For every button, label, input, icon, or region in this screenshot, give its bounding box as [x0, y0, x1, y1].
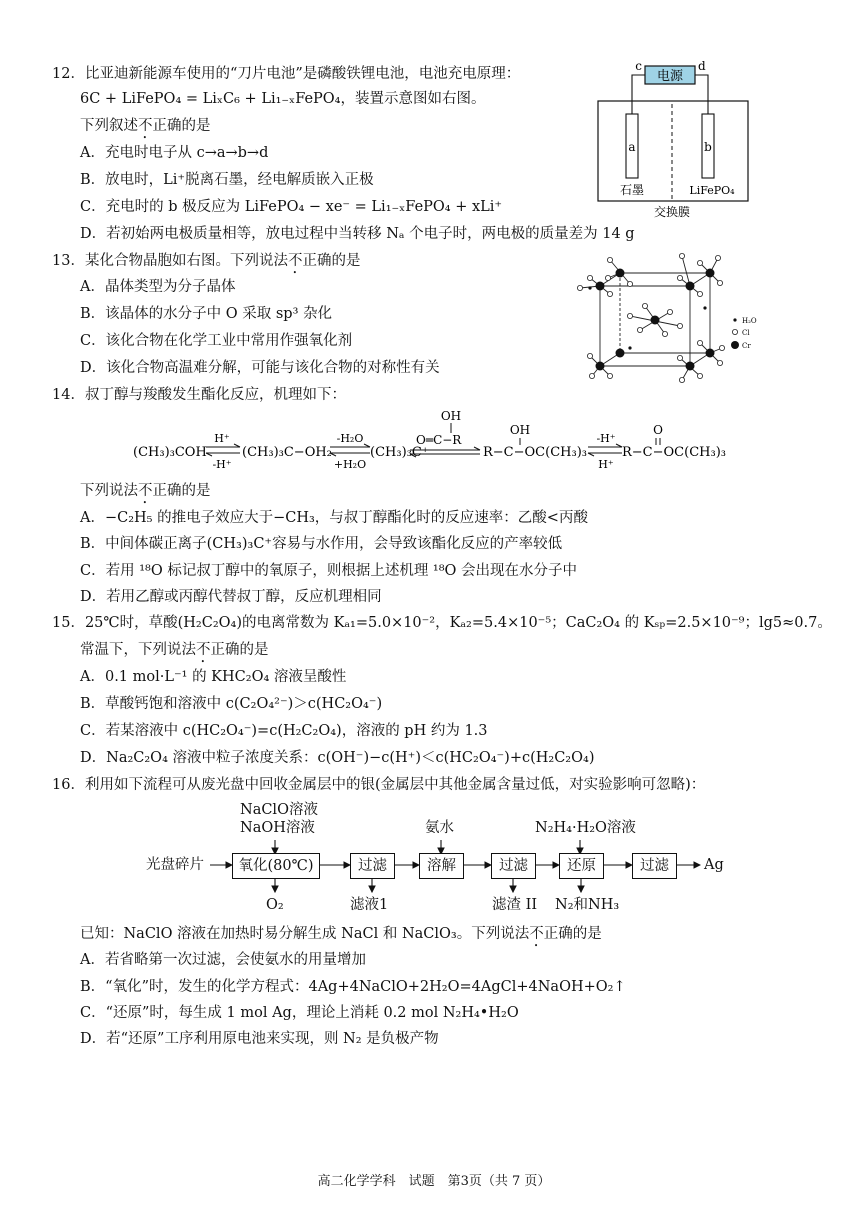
legend-water: H₂O [742, 317, 757, 325]
page-footer: 高二化学学科 试题 第3页（共 7 页） [317, 1174, 551, 1189]
label-c: c [635, 59, 642, 73]
legend-cl: Cl [742, 329, 750, 337]
flow-output-filtrate-1: 滤液1 [350, 897, 389, 913]
mech-species-4: O═C−R [416, 433, 462, 447]
mech-arrow1-top: H⁺ [214, 432, 230, 445]
flow-step-reduce: 还原 [559, 853, 604, 879]
flow-reagent-ammonia: 氨水 [425, 820, 454, 836]
flow-start: 光盘碎片 [146, 857, 204, 873]
q14-option-a: A．−C₂H₅ 的推电子效应大于−CH₃，与叔丁醇酯化时的反应速率：乙酸<丙酸 [80, 510, 588, 526]
flow-step-dissolve: 溶解 [419, 853, 464, 879]
label-a: a [628, 140, 636, 154]
q16-option-b: B．“氧化”时，发生的化学方程式：4Ag+4NaClO+2H₂O=4AgCl+4NaOH+O₂↑ [80, 979, 626, 995]
mech-species-5: R−C−OC(CH₃)₃ [483, 445, 587, 460]
q12-stem-line1: 12．比亚迪新能源车使用的“刀片电池”是磷酸铁锂电池，电池充电原理： [52, 66, 521, 82]
q16-stem: 16．利用如下流程可从废光盘中回收金属层中的银(金属层中其他金属含量过低，对实验影响可忽略)： [52, 777, 706, 793]
q12-stem-line2: 6C + LiFePO₄ = LiₓC₆ + Li₁₋ₓFePO₄，装置示意图如右图。 [80, 91, 486, 107]
mech-species-4-top: OH [440, 409, 462, 423]
mech-arrow4-bot: H⁺ [598, 458, 614, 471]
flow-reagent-naoh: NaOH溶液 [240, 820, 315, 836]
flow-step-filter-1: 过滤 [350, 853, 395, 879]
q13-stem: 13．某化合物晶胞如右图。下列说法不正确的是 [52, 253, 361, 269]
mech-species-6-top: O [653, 423, 663, 437]
flow-step-filter-2: 过滤 [491, 853, 536, 879]
q14-option-c: C．若用 ¹⁸O 标记叔丁醇中的氧原子，则根据上述机理 ¹⁸O 会出现在水分子中 [80, 563, 578, 579]
q15-option-a: A．0.1 mol·L⁻¹ 的 KHC₂O₄ 溶液呈酸性 [80, 669, 347, 685]
mech-species-3: (CH₃)₃C⁺ [370, 445, 429, 460]
q14-ask: 下列说法不正确的是 [80, 483, 211, 499]
flow-output-n2-nh3: N₂和NH₃ [555, 897, 620, 913]
mech-species-5-top: OH [509, 423, 531, 437]
label-b: b [704, 140, 712, 154]
q14-stem: 14．叔丁醇与羧酸发生酯化反应，机理如下： [52, 387, 346, 403]
crystal-cell-diagram [570, 248, 770, 388]
legend-cr: Cr [742, 342, 751, 350]
mech-arrow2-bot: +H₂O [333, 458, 367, 471]
q14-option-d: D．若用乙醇或丙醇代替叔丁醇，反应机理相同 [80, 589, 382, 605]
mech-species-1: (CH₃)₃COH [133, 445, 207, 460]
label-graphite: 石墨 [619, 183, 645, 197]
flow-reagent-hydrazine: N₂H₄·H₂O溶液 [535, 820, 636, 836]
mech-arrow4-top: -H⁺ [596, 432, 616, 445]
mech-arrow2-top: -H₂O [336, 432, 364, 445]
q13-option-c: C．该化合物在化学工业中常用作强氧化剂 [80, 333, 353, 349]
flow-reagent-naclo: NaClO溶液 [240, 802, 318, 818]
q13-option-b: B．该晶体的水分子中 O 采取 sp³ 杂化 [80, 306, 333, 322]
q13-option-d: D．该化合物高温难分解，可能与该化合物的对称性有关 [80, 360, 440, 376]
q16-known: 已知：NaClO 溶液在加热时易分解生成 NaCl 和 NaClO₃。下列说法不正确的是 [80, 926, 602, 942]
q15-option-c: C．若某溶液中 c(HC₂O₄⁻)=c(H₂C₂O₄)，溶液的 pH 约为 1.3 [80, 723, 488, 739]
q12-ask: 下列叙述不正确的是 [80, 118, 211, 134]
label-d: d [698, 59, 706, 73]
mech-species-6: R−C−OC(CH₃)₃ [622, 445, 726, 460]
q16-option-a: A．若省略第一次过滤，会使氨水的用量增加 [80, 952, 366, 968]
q15-ask: 常温下，下列说法不正确的是 [80, 642, 269, 658]
q15-option-d: D．Na₂C₂O₄ 溶液中粒子浓度关系：c(OH⁻)−c(H⁺)＜c(HC₂O₄⁻)+c(H₂C₂O₄) [80, 750, 595, 766]
esterification-mechanism [128, 406, 748, 478]
q15-option-b: B．草酸钙饱和溶液中 c(C₂O₄²⁻)＞c(HC₂O₄⁻) [80, 696, 383, 712]
battery-diagram [590, 56, 760, 221]
q16-option-c: C．“还原”时，每生成 1 mol Ag，理论上消耗 0.2 mol N₂H₄•H₂O [80, 1005, 519, 1021]
q14-option-b: B．中间体碳正离子(CH₃)₃C⁺容易与水作用，会导致该酯化反应的产率较低 [80, 536, 563, 552]
power-label: 电源 [656, 69, 684, 84]
q12-option-b: B．放电时，Li⁺脱离石墨，经电解质嵌入正极 [80, 172, 374, 188]
mech-species-2: (CH₃)₃C−OH₂ [242, 445, 332, 460]
flow-step-oxidize: 氧化(80℃) [232, 853, 320, 879]
label-membrane: 交换膜 [653, 205, 691, 219]
q12-option-c: C．充电时的 b 极反应为 LiFePO₄ − xe⁻ = Li₁₋ₓFePO₄ + xLi⁺ [80, 199, 503, 215]
q12-option-d: D．若初始两电极质量相等，放电过程中当转移 Nₐ 个电子时，两电极的质量差为 14 g [80, 226, 635, 242]
mech-arrow1-bot: -H⁺ [212, 458, 232, 471]
flow-output-o2: O₂ [266, 897, 284, 913]
flow-step-filter-3: 过滤 [632, 853, 677, 879]
flow-output-residue-2: 滤渣 II [492, 897, 538, 913]
flow-end-ag: Ag [704, 857, 724, 873]
q16-option-d: D．若“还原”工序利用原电池来实现，则 N₂ 是负极产物 [80, 1031, 439, 1047]
label-lifepo4: LiFePO₄ [689, 184, 735, 197]
q12-option-a: A．充电时电子从 c→a→b→d [80, 145, 269, 161]
q15-stem: 15．25℃时，草酸(H₂C₂O₄)的电离常数为 Kₐ₁=5.0×10⁻²，Kₐ₂=5.4×10⁻⁵；CaC₂O₄ 的 Kₛₚ=2.5×10⁻⁹；lg5≈0.7。 [52, 615, 832, 631]
q13-option-a: A．晶体类型为分子晶体 [80, 279, 236, 295]
